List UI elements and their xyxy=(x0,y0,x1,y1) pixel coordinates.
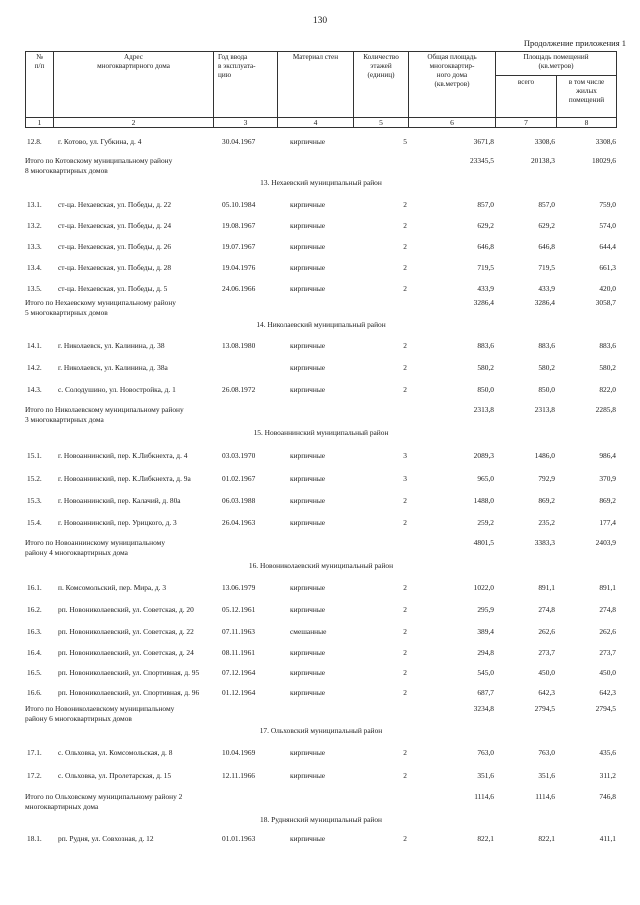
cell-material: кирпичные xyxy=(290,474,326,483)
cell-material: кирпичные xyxy=(290,200,326,209)
total-area: 3234,8 xyxy=(473,704,494,713)
column-number: 6 xyxy=(450,118,454,127)
column-number: 1 xyxy=(37,118,42,127)
section-heading: 15. Новоаннинский муниципальный район xyxy=(253,428,389,437)
cell-floors: 2 xyxy=(403,771,407,780)
cell-area: 2089,3 xyxy=(473,451,494,460)
header-material: Материал стен xyxy=(292,53,339,61)
cell-living: 311,2 xyxy=(599,771,616,780)
column-number: 5 xyxy=(379,118,383,127)
header-all: всего xyxy=(517,78,535,86)
cell-area: 3671,8 xyxy=(473,137,494,146)
total-all: 20138,3 xyxy=(530,156,555,165)
cell-living: 450,0 xyxy=(599,668,616,677)
cell-living: 822,0 xyxy=(599,385,616,394)
total-living: 2285,8 xyxy=(595,405,616,414)
table-row xyxy=(25,748,617,759)
cell-all: 235,2 xyxy=(538,518,555,527)
table-row xyxy=(25,451,617,462)
cell-address: с. Солодушино, ул. Новостройка, д. 1 xyxy=(58,385,176,394)
cell-area: 1022,0 xyxy=(473,583,494,592)
cell-living: 274,8 xyxy=(599,605,616,614)
cell-year: 10.04.1969 xyxy=(222,748,256,757)
cell-floors: 2 xyxy=(403,605,407,614)
cell-no: 13.5. xyxy=(27,284,42,293)
table-row xyxy=(25,834,617,845)
cell-floors: 5 xyxy=(403,137,407,146)
header-floors: Количество этажей (единиц) xyxy=(363,53,399,79)
total-living: 3058,7 xyxy=(595,298,616,307)
cell-no: 15.1. xyxy=(27,451,42,460)
cell-floors: 2 xyxy=(403,263,407,272)
section-heading: 16. Новониколаевский муниципальный район xyxy=(248,561,394,570)
table-row xyxy=(25,137,617,148)
cell-area: 295,9 xyxy=(477,605,494,614)
total-area: 23345,5 xyxy=(469,156,494,165)
table-header xyxy=(25,51,617,128)
cell-no: 17.1. xyxy=(27,748,42,757)
cell-year: 13.06.1979 xyxy=(222,583,256,592)
cell-no: 14.1. xyxy=(27,341,42,350)
cell-area: 719,5 xyxy=(477,263,494,272)
cell-all: 763,0 xyxy=(538,748,555,757)
column-number: 2 xyxy=(131,118,136,127)
table-row xyxy=(25,688,617,699)
cell-all: 857,0 xyxy=(538,200,555,209)
cell-floors: 2 xyxy=(403,583,407,592)
cell-all: 433,9 xyxy=(538,284,555,293)
total-all: 3383,3 xyxy=(534,538,555,547)
cell-all: 1486,0 xyxy=(534,451,555,460)
cell-area: 850,0 xyxy=(477,385,494,394)
cell-no: 13.4. xyxy=(27,263,42,272)
cell-all: 850,0 xyxy=(538,385,555,394)
cell-address: с. Ольховка, ул. Пролетарская, д. 15 xyxy=(58,771,172,780)
cell-material: кирпичные xyxy=(290,221,326,230)
cell-living: 869,2 xyxy=(599,496,616,505)
cell-no: 15.3. xyxy=(27,496,42,505)
total-living: 746,8 xyxy=(599,792,616,801)
cell-all: 719,5 xyxy=(538,263,555,272)
cell-living: 644,4 xyxy=(599,242,616,251)
cell-floors: 2 xyxy=(403,341,407,350)
total-label: Итого по Новониколаевскому муниципальному району 6 многоквартирных домов xyxy=(25,704,175,723)
cell-material: кирпичные xyxy=(290,341,326,350)
cell-all: 262,6 xyxy=(538,627,555,636)
cell-address: г. Новоаннинский, пер. К.Либкнехта, д. 9а xyxy=(58,474,191,483)
cell-all: 351,6 xyxy=(538,771,555,780)
cell-floors: 2 xyxy=(403,284,407,293)
table-row xyxy=(25,284,617,295)
cell-no: 18.1. xyxy=(27,834,42,843)
cell-address: ст-ца. Нехаевская, ул. Победы, д. 28 xyxy=(58,263,172,272)
cell-area: 1488,0 xyxy=(473,496,494,505)
cell-living: 411,1 xyxy=(599,834,616,843)
cell-material: кирпичные xyxy=(290,363,326,372)
cell-year: 01.01.1963 xyxy=(222,834,256,843)
cell-area: 294,8 xyxy=(477,648,494,657)
cell-year: 08.11.1961 xyxy=(222,648,255,657)
cell-address: рп. Новониколаевский, ул. Советская, д. 22 xyxy=(58,627,194,636)
cell-no: 17.2. xyxy=(27,771,42,780)
total-label: Итого по Николаевскому муниципальному району 3 многоквартирных дома xyxy=(25,405,184,424)
cell-no: 16.1. xyxy=(27,583,42,592)
cell-no: 16.6. xyxy=(27,688,42,697)
table-row xyxy=(25,496,617,507)
cell-address: с. Ольховка, ул. Комсомольская, д. 8 xyxy=(58,748,173,757)
cell-living: 986,4 xyxy=(599,451,616,460)
cell-floors: 2 xyxy=(403,200,407,209)
cell-no: 14.2. xyxy=(27,363,42,372)
total-all: 2313,8 xyxy=(534,405,555,414)
cell-floors: 2 xyxy=(403,748,407,757)
cell-no: 12.8. xyxy=(27,137,42,146)
table-row xyxy=(25,605,617,616)
cell-material: кирпичные xyxy=(290,688,326,697)
cell-address: г. Новоаннинский, пер. К.Либкнехта, д. 4 xyxy=(58,451,188,460)
cell-living: 435,6 xyxy=(599,748,616,757)
table-row xyxy=(25,341,617,352)
cell-floors: 2 xyxy=(403,627,407,636)
cell-living: 759,0 xyxy=(599,200,616,209)
total-label: Итого по Котовскому муниципальному району 8 многоквартирных домов xyxy=(25,156,173,175)
cell-floors: 2 xyxy=(403,363,407,372)
cell-material: кирпичные xyxy=(290,284,326,293)
cell-area: 580,2 xyxy=(477,363,494,372)
cell-no: 16.5. xyxy=(27,668,42,677)
cell-no: 15.4. xyxy=(27,518,42,527)
cell-year: 05.10.1984 xyxy=(222,200,256,209)
table-row xyxy=(25,648,617,659)
total-all: 3286,4 xyxy=(534,298,555,307)
cell-material: кирпичные xyxy=(290,605,326,614)
header-living: в том числе жилых помещений xyxy=(568,78,605,104)
column-number: 7 xyxy=(524,118,528,127)
table-row xyxy=(25,242,617,253)
cell-material: кирпичные xyxy=(290,668,326,677)
cell-address: ст-ца. Нехаевская, ул. Победы, д. 5 xyxy=(58,284,168,293)
cell-year: 01.02.1967 xyxy=(222,474,256,483)
cell-no: 16.3. xyxy=(27,627,42,636)
total-label: Итого по Ольховскому муниципальному району 2 многоквартирных дома xyxy=(25,792,183,811)
cell-all: 646,8 xyxy=(538,242,555,251)
cell-living: 580,2 xyxy=(599,363,616,372)
header-premises: Площадь помещений (кв.метров) xyxy=(523,53,589,70)
total-all: 1114,6 xyxy=(535,792,555,801)
cell-floors: 2 xyxy=(403,834,407,843)
cell-year: 13.08.1980 xyxy=(222,341,256,350)
cell-all: 580,2 xyxy=(538,363,555,372)
table-row xyxy=(25,583,617,594)
column-number: 3 xyxy=(243,118,248,127)
total-label: Итого по Нехаевскому муниципальному району 5 многоквартирных домов xyxy=(25,298,177,317)
table-row xyxy=(25,363,617,374)
cell-no: 13.2. xyxy=(27,221,42,230)
cell-address: ст-ца. Нехаевская, ул. Победы, д. 26 xyxy=(58,242,172,251)
cell-address: п. Комсомольский, пер. Мира, д. 3 xyxy=(58,583,167,592)
total-label: Итого по Новоаннинскому муниципальному району 4 многоквартирных дома xyxy=(25,538,166,557)
cell-address: рп. Новониколаевский, ул. Спортивная, д. 95 xyxy=(58,668,200,677)
cell-material: кирпичные xyxy=(290,263,326,272)
cell-living: 370,9 xyxy=(599,474,616,483)
cell-area: 259,2 xyxy=(477,518,494,527)
cell-year: 30.04.1967 xyxy=(222,137,256,146)
cell-all: 629,2 xyxy=(538,221,555,230)
cell-all: 869,2 xyxy=(538,496,555,505)
total-row xyxy=(25,792,617,812)
cell-year: 24.06.1966 xyxy=(222,284,256,293)
section-heading: 14. Николаевский муниципальный район xyxy=(256,320,386,329)
total-all: 2794,5 xyxy=(534,704,555,713)
cell-year: 12.11.1966 xyxy=(222,771,255,780)
cell-area: 629,2 xyxy=(477,221,494,230)
cell-address: ст-ца. Нехаевская, ул. Победы, д. 22 xyxy=(58,200,172,209)
cell-material: кирпичные xyxy=(290,648,326,657)
page-number: 130 xyxy=(312,16,328,26)
cell-floors: 3 xyxy=(403,474,407,483)
cell-all: 642,3 xyxy=(538,688,555,697)
table-row xyxy=(25,263,617,274)
cell-address: г. Новоаннинский, пер. Калачий, д. 80а xyxy=(58,496,181,505)
cell-address: рп. Новониколаевский, ул. Советская, д. 24 xyxy=(58,648,194,657)
cell-address: г. Николаевск, ул. Калинина, д. 38а xyxy=(58,363,168,372)
cell-living: 642,3 xyxy=(599,688,616,697)
cell-area: 646,8 xyxy=(477,242,494,251)
cell-living: 883,6 xyxy=(599,341,616,350)
cell-material: кирпичные xyxy=(290,518,326,527)
section-heading: 13. Нехаевский муниципальный район xyxy=(260,178,382,187)
total-row xyxy=(25,538,617,558)
cell-no: 16.4. xyxy=(27,648,42,657)
cell-year: 01.12.1964 xyxy=(222,688,256,697)
cell-all: 450,0 xyxy=(538,668,555,677)
cell-year: 19.08.1967 xyxy=(222,221,256,230)
cell-living: 3308,6 xyxy=(595,137,616,146)
cell-all: 273,7 xyxy=(538,648,555,657)
cell-no: 16.2. xyxy=(27,605,42,614)
cell-area: 433,9 xyxy=(477,284,494,293)
cell-living: 177,4 xyxy=(599,518,616,527)
cell-material: кирпичные xyxy=(290,385,326,394)
cell-year: 19.04.1976 xyxy=(222,263,256,272)
cell-material: смешанные xyxy=(290,627,327,636)
continued-label: Продолжение приложения 1 xyxy=(523,38,626,48)
cell-all: 883,6 xyxy=(538,341,555,350)
column-number: 4 xyxy=(313,118,318,127)
cell-floors: 3 xyxy=(403,451,407,460)
cell-year: 26.08.1972 xyxy=(222,385,256,394)
table-row xyxy=(25,221,617,232)
header-year: Год ввода в эксплуата- цию xyxy=(218,53,256,79)
cell-floors: 2 xyxy=(403,648,407,657)
cell-year: 03.03.1970 xyxy=(222,451,256,460)
cell-living: 661,3 xyxy=(599,263,616,272)
column-number: 8 xyxy=(584,118,589,127)
cell-address: г. Николаевск, ул. Калинина, д. 38 xyxy=(58,341,165,350)
cell-area: 822,1 xyxy=(477,834,494,843)
cell-no: 13.3. xyxy=(27,242,42,251)
total-row xyxy=(25,704,617,724)
cell-address: ст-ца. Нехаевская, ул. Победы, д. 24 xyxy=(58,221,172,230)
cell-floors: 2 xyxy=(403,221,407,230)
table-row xyxy=(25,518,617,529)
cell-no: 14.3. xyxy=(27,385,42,394)
cell-address: г. Новоаннинский, пер. Урицкого, д. 3 xyxy=(58,518,177,527)
cell-area: 351,6 xyxy=(477,771,494,780)
total-area: 4801,5 xyxy=(473,538,494,547)
total-row xyxy=(25,156,617,176)
table-row xyxy=(25,385,617,396)
section-heading: 18. Руднянский муниципальный район xyxy=(260,815,382,824)
cell-material: кирпичные xyxy=(290,583,326,592)
cell-all: 792,9 xyxy=(538,474,555,483)
cell-year: 05.12.1961 xyxy=(222,605,256,614)
cell-material: кирпичные xyxy=(290,451,326,460)
total-area: 2313,8 xyxy=(473,405,494,414)
cell-material: кирпичные xyxy=(290,137,326,146)
cell-all: 891,1 xyxy=(538,583,555,592)
total-row xyxy=(25,298,617,318)
cell-floors: 2 xyxy=(403,518,407,527)
cell-living: 420,0 xyxy=(599,284,616,293)
cell-area: 389,4 xyxy=(477,627,494,636)
table-row xyxy=(25,771,617,782)
table-row xyxy=(25,668,617,679)
cell-material: кирпичные xyxy=(290,496,326,505)
total-area: 3286,4 xyxy=(473,298,494,307)
cell-living: 574,0 xyxy=(599,221,616,230)
cell-address: рп. Новониколаевский, ул. Спортивная, д. 96 xyxy=(58,688,200,697)
cell-year: 06.03.1988 xyxy=(222,496,256,505)
cell-address: г. Котово, ул. Губкина, д. 4 xyxy=(58,137,142,146)
cell-area: 965,0 xyxy=(477,474,494,483)
cell-address: рп. Рудня, ул. Совхозная, д. 12 xyxy=(58,834,154,843)
total-area: 1114,6 xyxy=(474,792,494,801)
cell-floors: 2 xyxy=(403,242,407,251)
total-living: 2403,9 xyxy=(595,538,616,547)
cell-all: 822,1 xyxy=(538,834,555,843)
cell-living: 262,6 xyxy=(599,627,616,636)
cell-area: 545,0 xyxy=(477,668,494,677)
cell-year: 26.04.1963 xyxy=(222,518,256,527)
cell-living: 891,1 xyxy=(599,583,616,592)
header-address: Адрес многоквартирного дома xyxy=(97,53,170,70)
cell-living: 273,7 xyxy=(599,648,616,657)
cell-year: 07.11.1963 xyxy=(222,627,255,636)
total-row xyxy=(25,405,617,425)
cell-material: кирпичные xyxy=(290,771,326,780)
header-no: № п/п xyxy=(34,53,45,70)
total-living: 18029,6 xyxy=(591,156,616,165)
cell-floors: 2 xyxy=(403,668,407,677)
cell-address: рп. Новониколаевский, ул. Советская, д. 20 xyxy=(58,605,194,614)
cell-area: 883,6 xyxy=(477,341,494,350)
cell-all: 274,8 xyxy=(538,605,555,614)
cell-no: 13.1. xyxy=(27,200,42,209)
cell-floors: 2 xyxy=(403,688,407,697)
cell-area: 857,0 xyxy=(477,200,494,209)
cell-year: 07.12.1964 xyxy=(222,668,256,677)
cell-area: 763,0 xyxy=(477,748,494,757)
table-row xyxy=(25,200,617,211)
cell-material: кирпичные xyxy=(290,834,326,843)
section-heading: 17. Ольховский муниципальный район xyxy=(259,726,383,735)
cell-year: 19.07.1967 xyxy=(222,242,256,251)
cell-material: кирпичные xyxy=(290,242,326,251)
cell-area: 687,7 xyxy=(477,688,494,697)
total-living: 2794,5 xyxy=(595,704,616,713)
cell-all: 3308,6 xyxy=(534,137,555,146)
table-row xyxy=(25,627,617,638)
cell-floors: 2 xyxy=(403,496,407,505)
table-row xyxy=(25,474,617,485)
cell-material: кирпичные xyxy=(290,748,326,757)
cell-floors: 2 xyxy=(403,385,407,394)
header-total-area: Общая площадь многоквартир- ного дома (кв.метров) xyxy=(427,53,477,88)
cell-no: 15.2. xyxy=(27,474,42,483)
